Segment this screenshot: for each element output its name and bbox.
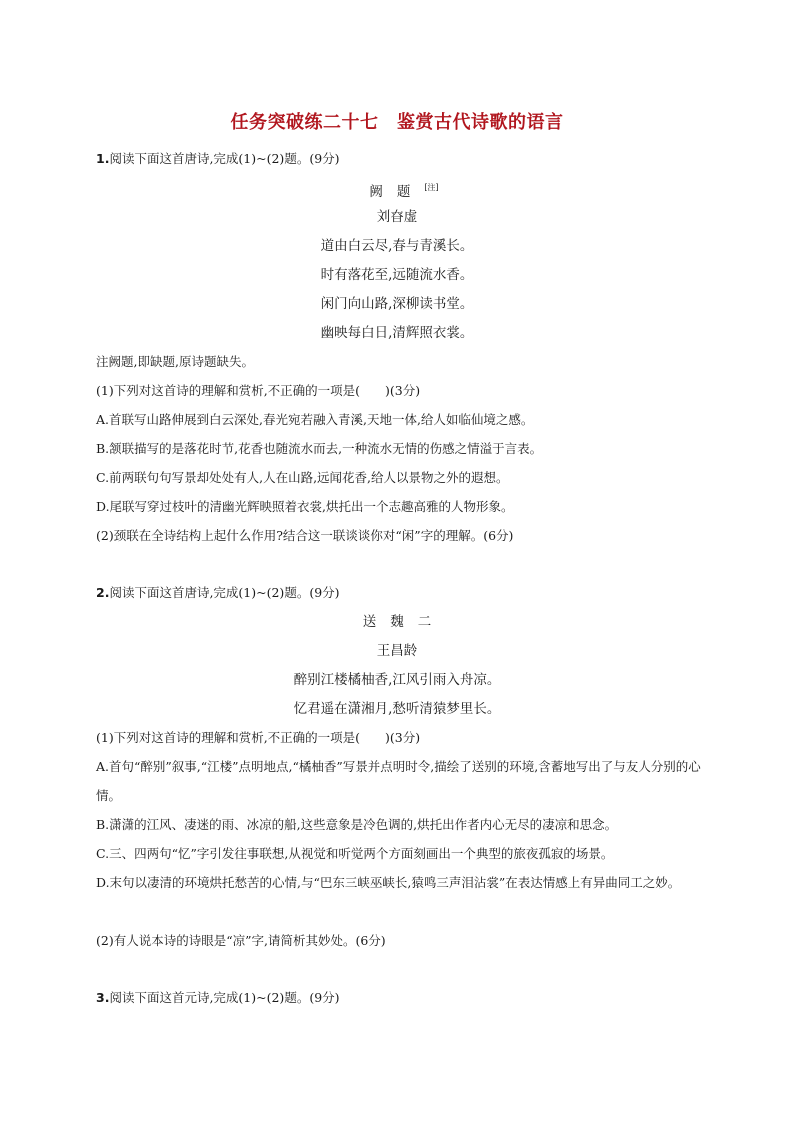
q2-option-d: D.末句以凄清的环境烘托愁苦的心情,与“巴东三峡巫峡长,猿鸣三声泪沾裳”在表达情感上有异曲同工之妙。: [96, 875, 681, 890]
q2-author: 王昌龄: [376, 643, 418, 659]
q2-sub2: (2)有人说本诗的诗眼是“凉”字,请简析其妙处。(6分): [96, 933, 386, 948]
q2-option-a: A.首句“醉别”叙事,“江楼”点明地点,“橘柚香”写景并点明时令,描绘了送别的环境,含蓄地写出了与友人分别的心情。: [96, 759, 701, 803]
q2-poem-line-2: 忆君遥在潇湘月,愁听清猿梦里长。: [293, 701, 501, 717]
q2-intro: 2.阅读下面这首唐诗,完成(1)~(2)题。(9分): [96, 585, 340, 600]
q1-sub2: (2)颈联在全诗结构上起什么作用?结合这一联谈谈你对“闲”字的理解。(6分): [96, 528, 514, 543]
q1-author: 刘昚虚: [376, 209, 418, 225]
q1-intro: 1.阅读下面这首唐诗,完成(1)~(2)题。(9分): [96, 151, 340, 166]
q2-poem-title: 送魏二: [362, 614, 446, 630]
q1-option-c: C.前两联句句写景却处处有人,人在山路,远闻花香,给人以景物之外的遐想。: [96, 470, 509, 485]
q1-poem-line-2: 时有落花至,远随流水香。: [320, 267, 474, 283]
q1-poem-line-1: 道由白云尽,春与青溪长。: [320, 238, 474, 254]
q2-sub1: (1)下列对这首诗的理解和赏析,不正确的一项是( )(3分): [96, 730, 421, 745]
q1-poem-line-3: 闲门向山路,深柳读书堂。: [320, 296, 474, 312]
q1-note: 注阙题,即缺题,原诗题缺失。: [96, 354, 254, 369]
q2-option-c: C.三、四两句“忆”字引发往事联想,从视觉和听觉两个方面刻画出一个典型的旅夜孤寂的场景。: [96, 846, 614, 861]
page-title: 任务突破练二十七 鉴赏古代诗歌的语言: [230, 112, 564, 133]
q2-number: 2.: [96, 585, 110, 600]
q3-intro: 3.阅读下面这首元诗,完成(1)~(2)题。(9分): [96, 990, 340, 1005]
q1-poem-line-4: 幽映每白日,清辉照衣裳。: [320, 325, 474, 341]
q1-poem-title: 阙题[注]: [369, 183, 439, 200]
q1-number: 1.: [96, 151, 110, 166]
q1-note-marker: [注]: [424, 183, 439, 192]
q2-poem-line-1: 醉别江楼橘柚香,江风引雨入舟凉。: [293, 672, 501, 688]
q1-option-a: A.首联写山路伸展到白云深处,春光宛若融入青溪,天地一体,给人如临仙境之感。: [96, 412, 534, 427]
q1-option-d: D.尾联写穿过枝叶的清幽光辉映照着衣裳,烘托出一个志趣高雅的人物形象。: [96, 499, 514, 514]
q3-number: 3.: [96, 990, 110, 1005]
q2-option-b: B.潇潇的江风、凄迷的雨、冰凉的船,这些意象是冷色调的,烘托出作者内心无尽的凄凉和思念。: [96, 817, 618, 832]
q1-sub1: (1)下列对这首诗的理解和赏析,不正确的一项是( )(3分): [96, 383, 421, 398]
q1-option-b: B.颔联描写的是落花时节,花香也随流水而去,一种流水无情的伤感之情溢于言表。: [96, 441, 543, 456]
